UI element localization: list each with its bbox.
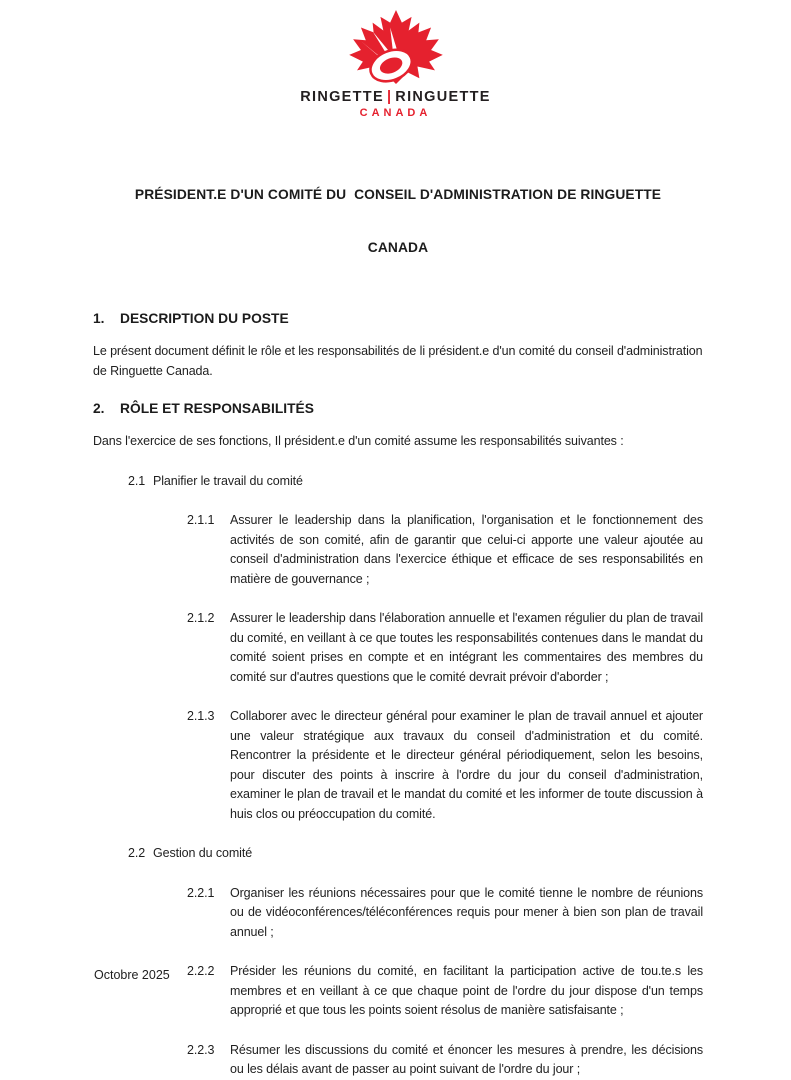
paragraph-description: Le présent document définit le rôle et les responsabilités de li président.e d'un comité du conseil d'administration de Ringuette Canada. — [93, 344, 703, 378]
list-item-2-2-3-text: Résumer les discussions du comité et énoncer les mesures à prendre, les décisions ou les délais avant de passer au point suivant de l'ordre du jour ; — [230, 1042, 703, 1076]
paragraph-role-intro: Dans l'exercice de ses fonctions, Il président.e d'un comité assume les responsabilités suivantes : — [93, 434, 624, 448]
footer-date: Octobre 2025 — [94, 968, 170, 982]
list-item-2-2-2 — [187, 962, 703, 1021]
maple-leaf-ring-icon — [0, 10, 791, 86]
section-2-number: 2. — [93, 401, 105, 416]
list-item-2-1-2 — [187, 609, 703, 687]
section-heading-2 — [93, 400, 703, 418]
subsection-2-2-number: 2.2 — [128, 846, 146, 860]
list-item-2-2-1-text: Organiser les réunions nécessaires pour que le comité tienne le nombre de réunions ou de vidéoconférences/téléconférences requis pour mener à bien son plan de travail annuel ; — [230, 885, 703, 939]
section-heading-1 — [93, 310, 703, 328]
list-item-2-2-1-number: 2.2.1 — [187, 885, 215, 900]
subsection-2-1-number: 2.1 — [128, 473, 146, 488]
logo-divider: | — [386, 89, 393, 105]
document-title — [93, 151, 703, 291]
list-item-2-1-3 — [187, 707, 703, 824]
list-item-2-2-1 — [187, 884, 703, 943]
subsection-2-2-label: Gestion du comité — [153, 846, 253, 860]
list-item-2-2-3-number: 2.2.3 — [187, 1042, 215, 1057]
document-body — [0, 151, 791, 1080]
list-item-2-1-3-number: 2.1.3 — [187, 709, 215, 723]
list-item-2-1-2-text: Assurer le leadership dans l'élaboration annuelle et l'examen régulier du plan de travail du comité, en veillant à ce que toutes les responsabilités contenues dans le mandat du comité soient prises en compte et en intégrant les commentaires des membres du comité sur d'autres questions que le comité devrait prévoir d'aborder ; — [230, 611, 703, 684]
logo-wordmark-left: RINGETTE — [300, 89, 384, 105]
subsection-2-1 — [128, 472, 703, 492]
section-1-number: 1. — [93, 311, 105, 326]
ringette-canada-logo — [0, 0, 791, 120]
section-2-label: RÔLE ET RESPONSABILITÉS — [120, 401, 314, 416]
logo-wordmark — [0, 89, 791, 106]
list-item-2-1-3-text: Collaborer avec le directeur général pour examiner le plan de travail annuel et ajouter une valeur stratégique aux travaux du conseil d'administration et du comité. Rencontrer la présidente et le directeur général périodiquement, selon les besoins, pour discuter des points à inscrire à l'ordre du jour du conseil d'administration, examiner le plan de travail et le mandat du comité et les informer de toute discussion à huis clos ou préoccupation du comité. — [230, 709, 703, 821]
list-item-2-1-1-number: 2.1.1 — [187, 513, 215, 527]
list-item-2-2-3 — [187, 1041, 703, 1080]
list-item-2-1-1-text: Assurer le leadership dans la planification, l'organisation et le fonctionnement des activités de son comité, afin de garantir que celui-ci apporte une valeur ajoutée au conseil d'administration dans l'exercice éthique et efficace de ses responsabilités en matière de gouvernance ; — [230, 513, 703, 586]
list-item-2-1-1 — [187, 511, 703, 589]
maple-leaf-ring-icon-svg — [344, 10, 448, 86]
logo-wordmark-right: RINGUETTE — [395, 89, 491, 105]
subsection-2-1-label: Planifier le travail du comité — [153, 473, 303, 488]
logo-country-label: CANADA — [359, 107, 432, 119]
list-item-2-2-2-number: 2.2.2 — [187, 964, 215, 978]
subsection-2-2 — [128, 844, 703, 864]
list-item-2-2-2-text: Présider les réunions du comité, en facilitant la participation active de tou.te.s les membres et en veillant à ce que chaque point de l'ordre du jour dispose d'un temps approprié et que tous les points soient résolus de manière satisfaisante ; — [230, 964, 703, 1017]
document-title-line2: CANADA — [367, 239, 429, 255]
section-1-label: DESCRIPTION DU POSTE — [120, 311, 289, 326]
list-item-2-1-2-number: 2.1.2 — [187, 611, 215, 625]
document-title-line1: PRÉSIDENT.E D'UN COMITÉ DU CONSEIL D'ADMINISTRATION DE RINGUETTE — [134, 187, 662, 202]
